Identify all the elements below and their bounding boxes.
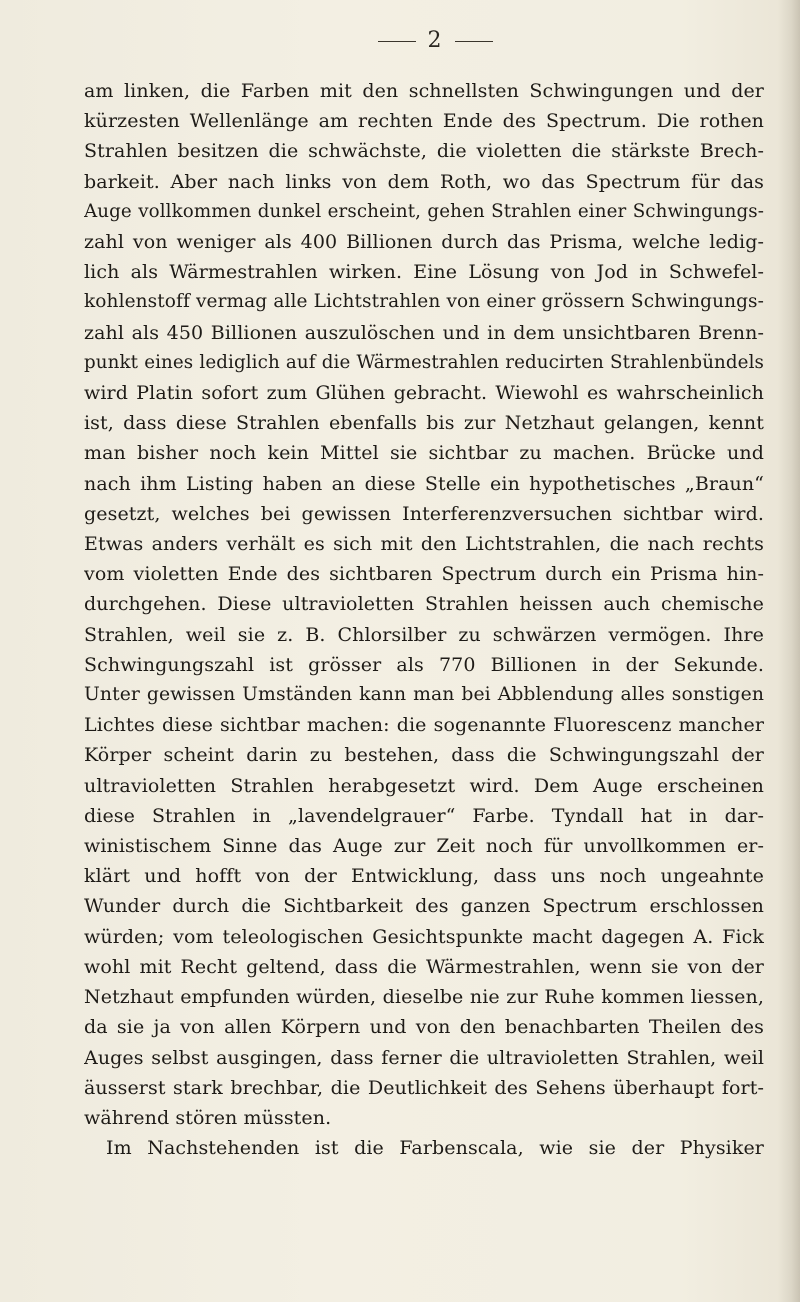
text-line: Auge vollkommen dunkel erscheint, gehen Strahlen einer Schwingungs- [84, 200, 764, 222]
text-line: ist, dass diese Strahlen ebenfalls bis zur Netzhaut gelangen, kennt [84, 412, 764, 435]
text-line: nach ihm Listing haben an diese Stelle ein hypothetisches „Braun“ [84, 472, 764, 495]
text-line: gesetzt, welches bei gewissen Interferenzversuchen sichtbar wird. [84, 502, 764, 525]
page-edge-shadow [778, 0, 800, 1302]
left-rule [378, 41, 416, 42]
text-line: Unter gewissen Umständen kann man bei Abblendung alles sonstigen [84, 684, 764, 706]
text-line: zahl als 450 Billionen auszulöschen und in dem unsichtbaren Brenn- [84, 321, 764, 344]
text-line: Lichtes diese sichtbar machen: die sogenannte Fluorescenz mancher [84, 714, 764, 737]
text-line: diese Strahlen in „lavendelgrauer“ Farbe. Tyndall hat in dar- [84, 804, 764, 827]
text-line: wohl mit Recht geltend, dass die Wärmestrahlen, wenn sie von der [84, 955, 764, 978]
text-line: punkt eines lediglich auf die Wärmestrahlen reducirten Strahlenbündels [84, 351, 764, 373]
text-line: klärt und hofft von der Entwicklung, dass uns noch ungeahnte [84, 865, 764, 888]
text-line: Schwingungszahl ist grösser als 770 Billionen in der Sekunde. [84, 653, 764, 676]
page-number-header [340, 28, 530, 53]
text-line: Im Nachstehenden ist die Farbenscala, wie sie der Physiker [106, 1137, 764, 1160]
text-line: äusserst stark brechbar, die Deutlichkeit des Sehens überhaupt fort- [84, 1076, 764, 1099]
text-line: lich als Wärmestrahlen wirken. Eine Lösung von Jod in Schwefel- [84, 261, 764, 284]
body-text [84, 76, 764, 1163]
text-line: wird Platin sofort zum Glühen gebracht. Wiewohl es wahrscheinlich [84, 382, 764, 405]
text-line: kürzesten Wellenlänge am rechten Ende des Spectrum. Die rothen [84, 110, 764, 133]
text-line: Strahlen besitzen die schwächste, die violetten die stärkste Brech- [84, 140, 764, 163]
text-line: würden; vom teleologischen Gesichtspunkte macht dagegen A. Fick [84, 925, 764, 948]
text-line: zahl von weniger als 400 Billionen durch das Prisma, welche ledig- [84, 231, 764, 254]
text-line: vom violetten Ende des sichtbaren Spectrum durch ein Prisma hin- [84, 563, 764, 586]
text-line: barkeit. Aber nach links von dem Roth, wo das Spectrum für das [84, 170, 764, 193]
text-line: ultravioletten Strahlen herabgesetzt wird. Dem Auge erscheinen [84, 774, 764, 797]
right-rule [455, 41, 493, 42]
text-line: während stören müssten. [84, 1106, 332, 1129]
text-line: da sie ja von allen Körpern und von den benachbarten Theilen des [84, 1016, 764, 1039]
text-line: Netzhaut empfunden würden, dieselbe nie zur Ruhe kommen liessen, [84, 986, 764, 1009]
text-line: Strahlen, weil sie z. B. Chlorsilber zu schwärzen vermögen. Ihre [84, 623, 764, 646]
text-line: Körper scheint darin zu bestehen, dass die Schwingungszahl der [84, 744, 764, 767]
text-line: man bisher noch kein Mittel sie sichtbar zu machen. Brücke und [84, 442, 764, 465]
text-line: Etwas anders verhält es sich mit den Lichtstrahlen, die nach rechts [84, 533, 764, 556]
text-line: kohlenstoff vermag alle Lichtstrahlen von einer grössern Schwingungs- [84, 291, 764, 313]
text-line: durchgehen. Diese ultravioletten Strahlen heissen auch chemische [84, 593, 764, 616]
text-line: Wunder durch die Sichtbarkeit des ganzen Spectrum erschlossen [84, 895, 764, 918]
page-number: 2 [427, 28, 443, 53]
text-line: winistischem Sinne das Auge zur Zeit noch für unvollkommen er- [84, 835, 764, 858]
text-line: Auges selbst ausgingen, dass ferner die ultravioletten Strahlen, weil [84, 1046, 764, 1069]
text-line: am linken, die Farben mit den schnellsten Schwingungen und der [84, 80, 764, 102]
